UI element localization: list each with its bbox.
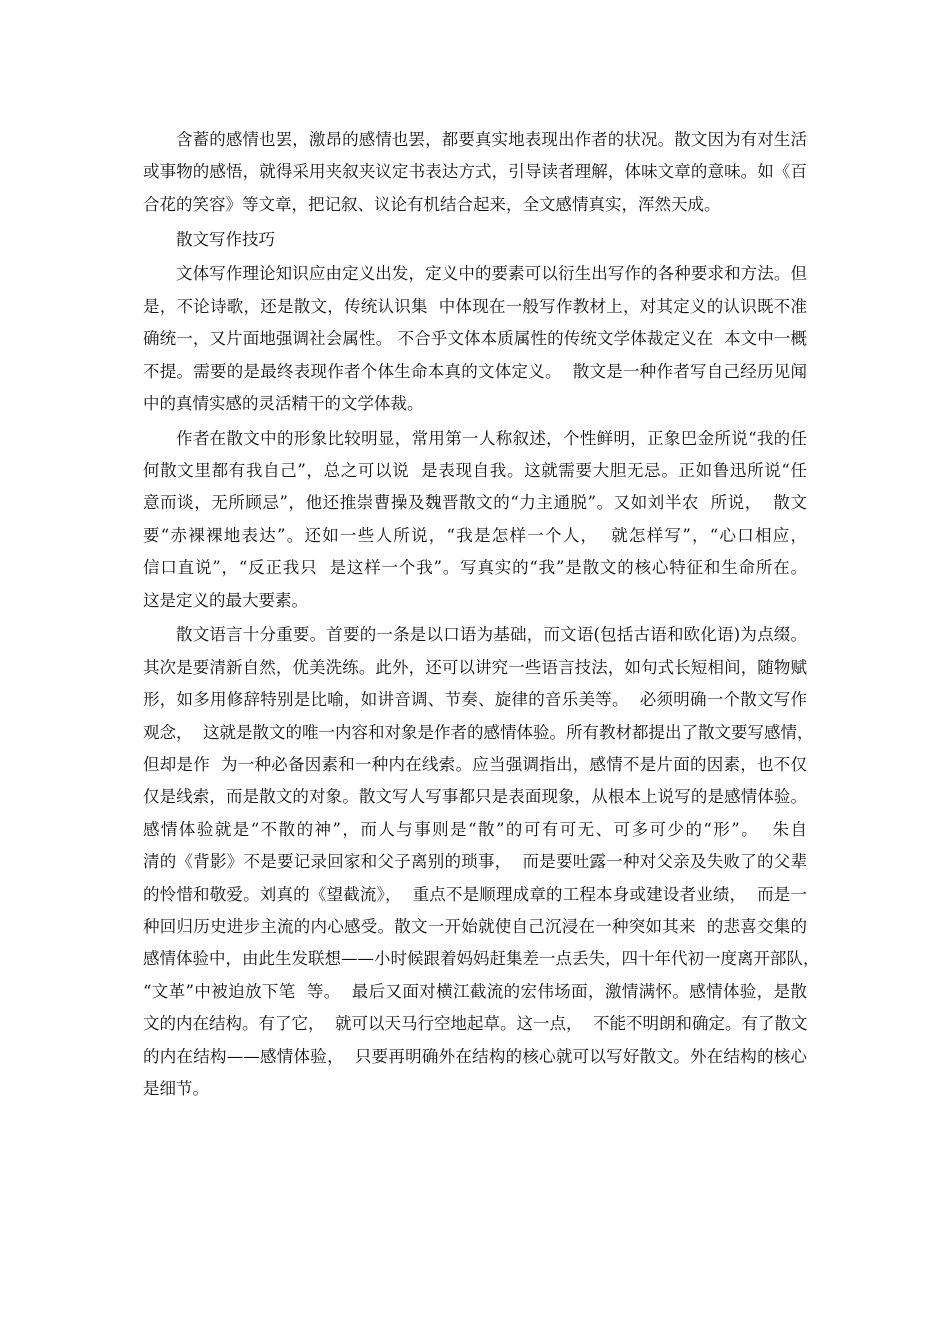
- text-line: 但却是作 为一种必备因素和一种内在线索。应当强调指出，感情不是片面的因素，也不仅: [143, 754, 807, 774]
- paragraph: [143, 423, 807, 617]
- text-line: 作者在散文中的形象比较明显，常用第一人称叙述，个性鲜明，正象巴金所说“我的任: [176, 428, 807, 448]
- text-line: 这是定义的最大要素。: [143, 590, 308, 610]
- paragraph: [143, 258, 807, 420]
- text-line: “文革”中被迫放下笔 等。 最后又面对横江截流的宏伟场面，激情满怀。感情体验，是散: [143, 981, 807, 1001]
- section-heading: [143, 224, 807, 256]
- text-line: 不提。需要的是最终表现作者个体生命本真的文体定义。 散文是一种作者写自己经历见闻: [143, 361, 807, 381]
- text-line: 信口直说”，“反正我只 是这样一个我”。写真实的“我”是散文的核心特征和生命所在。: [143, 558, 807, 578]
- text-line: 感情体验中，由此生发联想——小时候跟着妈妈赶集差一点丢失，四十年代初一度离开部队，: [143, 949, 820, 969]
- text-line: 散文语言十分重要。首要的一条是以口语为基础，而文语(包括古语和欧化语)为点缀。: [176, 625, 807, 645]
- text-line: 文的内在结构。有了它， 就可以天马行空地起草。这一点， 不能不明朗和确定。有了散文: [143, 1014, 808, 1034]
- text-line: 形，如多用修辞特别是比喻，如讲音调、节奏、旋律的音乐美等。 必须明确一个散文写作: [143, 690, 807, 710]
- text-line: 观念， 这就是散文的唯一内容和对象是作者的感情体验。所有教材都提出了散文要写感情，: [143, 722, 814, 742]
- text-line: 文体写作理论知识应由定义出发，定义中的要素可以衍生出写作的各种要求和方法。但: [176, 264, 807, 284]
- document-body: [143, 124, 820, 1105]
- text-line: 仅是线索，而是散文的对象。散文写人写事都只是表面现象，从根本上说写的是感情体验。: [143, 787, 807, 807]
- text-line: 其次是要清新自然，优美洗练。此外，还可以讲究一些语言技法，如句式长短相间，随物赋: [143, 657, 807, 677]
- text-line: 或事物的感悟，就得采用夹叙夹议定书表达方式，引导读者理解，体味文章的意味。如《百: [143, 162, 807, 182]
- text-line: 何散文里都有我自己”，总之可以说 是表现自我。这就需要大胆无忌。正如鲁迅所说“任: [143, 461, 807, 481]
- text-line: 散文写作技巧: [176, 229, 275, 249]
- text-line: 种回归历史进步主流的内心感受。散文一开始就使自己沉浸在一种突如其来 的悲喜交集的: [143, 916, 807, 936]
- text-line: 确统一，又片面地强调社会属性。 不合乎文体本质属性的传统文学体裁定义在 本文中一概: [143, 329, 807, 349]
- text-line: 意而谈，无所顾忌”，他还推崇曹操及魏晋散文的“力主通脱”。又如刘半农 所说， 散文: [143, 493, 807, 513]
- text-line: 是细节。: [143, 1078, 209, 1098]
- text-line: 是，不论诗歌，还是散文，传统认识集 中体现在一般写作教材上，对其定义的认识既不准: [143, 296, 807, 316]
- paragraph: [143, 619, 820, 1105]
- text-line: 合花的笑容》等文章，把记叙、议论有机结合起来，全文感情真实，浑然天成。: [143, 194, 721, 214]
- text-line: 的内在结构——感情体验， 只要再明确外在结构的核心就可以写好散文。外在结构的核心: [143, 1046, 807, 1066]
- text-line: 中的真情实感的灵活精干的文学体裁。: [143, 393, 424, 413]
- text-line: 要“赤裸裸地表达”。还如一些人所说，“我是怎样一个人， 就怎样写”，“心口相应，: [143, 525, 807, 545]
- text-line: 的怜惜和敬爱。刘真的《望截流》， 重点不是顺理成章的工程本身或建设者业绩， 而是一: [143, 884, 807, 904]
- paragraph: [143, 124, 807, 221]
- text-line: 含蓄的感情也罢，激昂的感情也罢，都要真实地表现出作者的状况。散文因为有对生活: [176, 130, 807, 149]
- text-line: 清的《背影》不是要记录回家和父子离别的琐事， 而是要吐露一种对父亲及失败了的父辈: [143, 852, 807, 872]
- text-line: 感情体验就是“不散的神”，而人与事则是“散”的可有可无、可多可少的“形”。 朱自: [143, 819, 807, 839]
